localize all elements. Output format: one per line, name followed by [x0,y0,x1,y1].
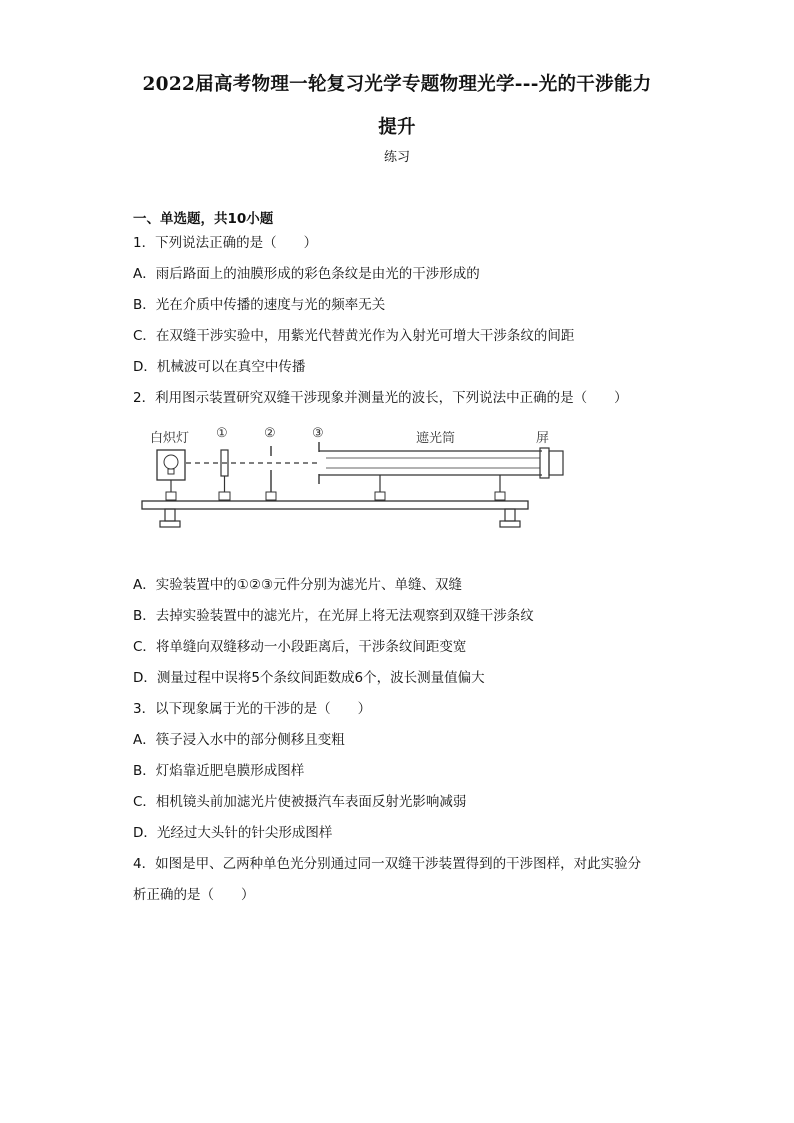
light-shielding-tube [319,442,542,500]
document-title-line2: 提升 [378,117,416,138]
question-2-option-a: A．实验装置中的①②③元件分别为滤光片、单缝、双缝 [133,577,463,593]
screen-label: 屏 [536,431,550,446]
question-3-option-c: C．相机镜头前加滤光片使被摄汽车表面反射光影响减弱 [133,794,467,810]
question-2-option-c: C．将单缝向双缝移动一小段距离后，干涉条纹间距变宽 [133,639,467,655]
question-2-option-d: D．测量过程中误将5个条纹间距数成6个，波长测量值偏大 [133,670,485,686]
optical-bench-base [142,501,528,527]
document-subtitle: 练习 [383,150,410,165]
question-2-stem: 2．利用图示装置研究双缝干涉现象并测量光的波长，下列说法中正确的是（ ） [133,390,628,406]
question-3-option-b: B．灯焰靠近肥皂膜形成图样 [133,763,305,779]
question-3-option-d: D．光经过大头针的针尖形成图样 [133,825,333,841]
question-1-option-d: D．机械波可以在真空中传播 [133,359,306,375]
question-3-stem: 3．以下现象属于光的干涉的是（ ） [133,701,372,717]
question-3-option-a: A．筷子浸入水中的部分侧移且变粗 [133,732,345,748]
document-title-line1: 2022届高考物理一轮复习光学专题物理光学---光的干涉能力 [142,74,652,95]
lamp-label: 白炽灯 [150,431,190,446]
question-4-stem-line2: 析正确的是（ ） [133,887,255,903]
marker-3: ③ [312,426,324,441]
filter-element [219,450,230,500]
question-1-option-b: B．光在介质中传播的速度与光的频率无关 [133,297,386,313]
question-1-stem: 1．下列说法正确的是（ ） [133,235,318,251]
lamp-icon [157,450,185,500]
question-4-stem-line1: 4．如图是甲、乙两种单色光分别通过同一双缝干涉装置得到的干涉图样，对此实验分 [133,856,642,872]
question-1-option-a: A．雨后路面上的油膜形成的彩色条纹是由光的干涉形成的 [133,266,480,282]
question-1-option-c: C．在双缝干涉实验中，用紫光代替黄光作为入射光可增大干涉条纹的间距 [133,328,575,344]
screen-element [540,448,563,478]
tube-label: 遮光筒 [416,431,456,446]
double-slit-apparatus-figure [140,420,550,540]
marker-1: ① [216,426,228,441]
marker-2: ② [264,426,276,441]
single-slit-element [266,446,276,500]
question-2-option-b: B．去掉实验装置中的滤光片，在光屏上将无法观察到双缝干涉条纹 [133,608,534,624]
section-heading: 一、单选题，共10小题 [133,211,274,227]
